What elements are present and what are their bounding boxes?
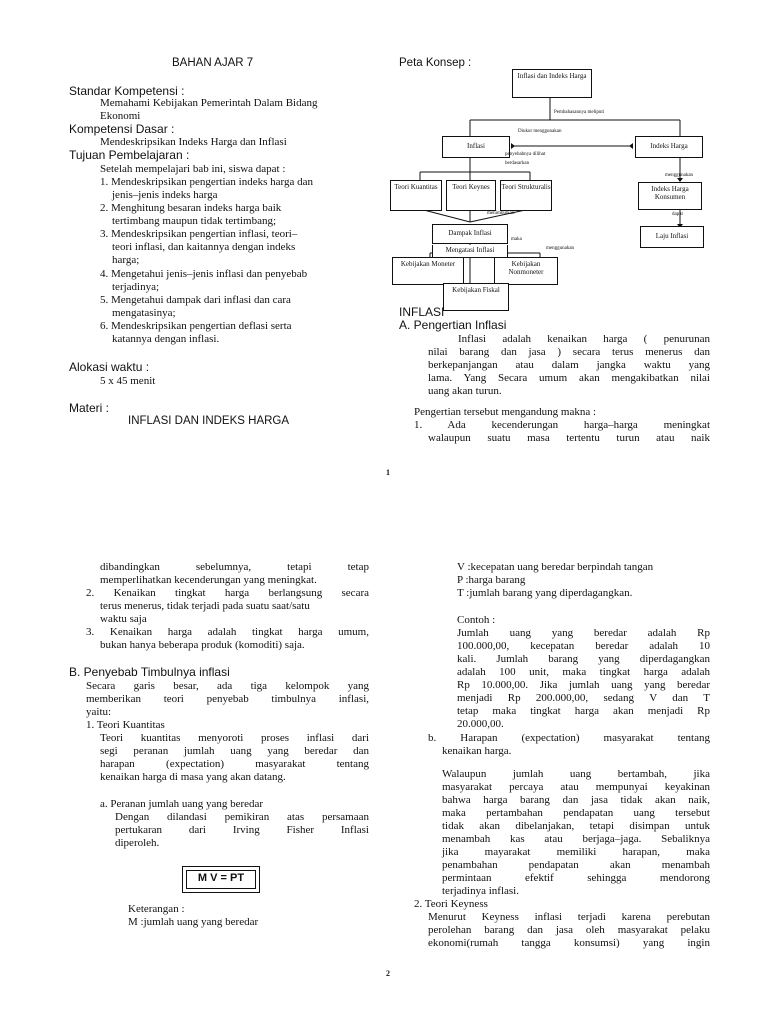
paragraph-line: menjadi Rp 200.000,00, sedang V dan T [457, 692, 710, 704]
keterangan-item: M :jumlah uang yang beredar [128, 916, 259, 928]
concept-node-kebijakan-fiskal: Kebijakan Fiskal [443, 283, 509, 311]
page-number: 2 [386, 969, 390, 978]
paragraph-line: bahwa harga barang dan jasa tidak akan naik, [442, 794, 710, 806]
paragraph-line: permintaan efektif sehingga mendorong [442, 872, 710, 884]
teori-kuantitas-heading: 1. Teori Kuantitas [86, 719, 165, 731]
concept-node-teori-kuantitas: Teori Kuantitas [390, 180, 442, 211]
subsection-a-heading: a. Peranan jumlah uang yang beredar [100, 798, 264, 810]
subsection-b-heading: kenaikan harga. [442, 745, 512, 757]
concept-label: menimbulkan [487, 211, 515, 216]
paragraph-line: masyarakat percaya atau mempunyai keyakinan [442, 781, 710, 793]
concept-label: menggunakan [546, 246, 575, 251]
paragraph-line: uang akan turun. [428, 385, 502, 397]
kompetensi-dasar-heading: Kompetensi Dasar : [69, 122, 175, 136]
paragraph-line: kali. Jumlah barang yang diperdagangkan [457, 653, 710, 665]
formula-text: M V = PT [186, 870, 256, 889]
paragraph-line: maka pertambahan pendapatan uang tersebut [442, 807, 710, 819]
paragraph-line: terjadinya inflasi. [442, 885, 519, 897]
goal-item: 3. Mendeskripsikan pengertian inflasi, teori– [100, 228, 298, 240]
concept-label: penyebabnya dilihat [505, 152, 546, 157]
teori-keyness-heading: 2. Teori Keyness [414, 898, 488, 910]
concept-label: menggunakan [665, 173, 694, 178]
paragraph-line: lama. Yang Secara umum akan mengakibatkan nilai [428, 372, 710, 384]
materi-heading: Materi : [69, 401, 110, 415]
paragraph-line: dibandingkan sebelumnya, tetapi tetap [100, 561, 369, 573]
list-item: bukan hanya beberapa produk (komoditi) saja. [100, 639, 305, 651]
concept-node-indeks-harga: Indeks Harga [635, 136, 703, 158]
goal-item: teori inflasi, dan kaitannya dengan indeks [112, 241, 296, 253]
list-item: 2. Kenaikan tingkat harga berlangsung secara [86, 587, 369, 599]
alokasi-waktu-heading: Alokasi waktu : [69, 360, 150, 374]
paragraph-line: jika mayarakat memiliki harapan, maka [442, 846, 710, 858]
tujuan-intro: Setelah mempelajari bab ini, siswa dapat : [100, 163, 286, 175]
paragraph-line: Menurut Keyness inflasi terjadi karena perebutan [428, 911, 710, 923]
concept-node-teori-strukturalis: Teori Strukturalis [500, 180, 552, 211]
concept-map-connectors [0, 0, 768, 320]
keterangan-item: T :jumlah barang yang diperdagangkan. [457, 587, 633, 599]
keterangan-item: V :kecepatan uang beredar berpindah tangan [457, 561, 654, 573]
inflasi-heading: INFLASI [399, 305, 445, 319]
paragraph-line: Inflasi adalah kenaikan harga ( penurunan [458, 333, 710, 345]
list-item: 1. Ada kecenderungan harga–harga meningkat [414, 419, 710, 431]
keterangan-item: P :harga barang [457, 574, 526, 586]
peta-konsep-heading: Peta Konsep : [399, 57, 472, 69]
formula-box [182, 866, 260, 893]
standar-kompetensi-text: Memahami Kebijakan Pemerintah Dalam Bidang [100, 97, 318, 109]
paragraph-line: Jumlah uang yang beredar adalah Rp [457, 627, 710, 639]
goal-item: 2. Menghitung besaran indeks harga baik [100, 202, 282, 214]
paragraph-line: 100.000,00, kecepatan beredar adalah 10 [457, 640, 710, 652]
paragraph-line: yaitu: [86, 706, 112, 718]
paragraph-line: Secara garis besar, ada tiga kelompok yang [86, 680, 369, 692]
goal-item: 4. Mengetahui jenis–jenis inflasi dan penyebab [100, 268, 308, 280]
list-item: terus menerus, tidak terjadi pada suatu saat/satu [100, 600, 310, 612]
paragraph-line: memberikan teori penyebab timbulnya inflasi, [86, 693, 369, 705]
page-title: BAHAN AJAR 7 [172, 57, 254, 69]
concept-label: dapat [672, 212, 683, 217]
standar-kompetensi-text: Ekonomi [100, 110, 141, 122]
paragraph-line: berkepanjangan atau dalam jangka waktu yang [428, 359, 710, 371]
paragraph-line: Rp 10.000,00. Jika jumlah uang yang beredar [457, 679, 710, 691]
goal-item: mengatasinya; [112, 307, 176, 319]
paragraph-line: pertukaran dari Irving Fisher Inflasi [115, 824, 369, 836]
goal-item: 5. Mengetahui dampak dari inflasi dan cara [100, 294, 291, 306]
makna-heading: Pengertian tersebut mengandung makna : [414, 406, 597, 418]
goal-item: terjadinya; [112, 281, 160, 293]
goal-item: harga; [112, 254, 140, 266]
paragraph-line: menambah kas atau berjaga–jaga. Sebaliknya [442, 833, 710, 845]
goal-item: katannya dengan inflasi. [112, 333, 220, 345]
goal-item: jenis–jenis indeks harga [112, 189, 218, 201]
concept-label: Diukur menggunakan [518, 129, 562, 134]
goal-item: 6. Mendeskripsikan pengertian deflasi serta [100, 320, 292, 332]
concept-label: berdasarkan [505, 161, 530, 166]
paragraph-line: penambahan pendapatan akan menambah [442, 859, 710, 871]
paragraph-line: adalah 100 unit, maka tingkat harga adalah [457, 666, 710, 678]
concept-root-node: Inflasi dan Indeks Harga [512, 69, 592, 98]
concept-node-inflasi: Inflasi [442, 136, 510, 158]
concept-node-dampak-inflasi: Dampak Inflasi [432, 224, 508, 244]
paragraph-line: Dengan dilandasi pemikiran atas persamaan [115, 811, 369, 823]
paragraph-line: nilai barang dan jasa ) secara terus menerus dan [428, 346, 710, 358]
paragraph-line: harapan (expectation) masyarakat tentang [100, 758, 369, 770]
paragraph-line: Walaupun jumlah uang bertambah, jika [442, 768, 710, 780]
alokasi-waktu-value: 5 x 45 menit [100, 375, 156, 387]
standar-kompetensi-heading: Standar Kompetensi : [69, 84, 185, 98]
paragraph-line: diperoleh. [115, 837, 160, 849]
list-item: waktu saja [100, 613, 147, 625]
goal-item: 1. Mendeskripsikan pengertian indeks harga dan [100, 176, 314, 188]
paragraph-line: Teori kuantitas menyoroti proses inflasi dari [100, 732, 369, 744]
paragraph-line: ekonomi(rumah tangga konsumsi) yang ingin [428, 937, 710, 949]
page-number: 1 [386, 468, 390, 477]
paragraph-line: tidak akan dibelanjakan, tetapi disimpan untuk [442, 820, 710, 832]
goal-item: tertimbang maupun tidak tertimbang; [112, 215, 277, 227]
concept-node-mengatasi-inflasi: Mengatasi Inflasi [432, 245, 508, 258]
paragraph-line: perolehan barang dan jasa oleh masyarakat pelaku [428, 924, 710, 936]
concept-node-ikk: Indeks Harga Konsumen [638, 182, 702, 210]
keterangan-heading: Keterangan : [128, 903, 185, 915]
section-b-heading: B. Penyebab Timbulnya inflasi [69, 665, 230, 679]
list-item: walaupun suatu masa tertentu turun atau naik [428, 432, 710, 444]
paragraph-line: segi peranan jumlah uang yang beredar dan [100, 745, 369, 757]
tujuan-pembelajaran-heading: Tujuan Pembelajaran : [69, 148, 190, 162]
kompetensi-dasar-text: Mendeskripsikan Indeks Harga dan Inflasi [100, 136, 287, 148]
subsection-b-heading: b. Harapan (expectation) masyarakat tentang [428, 732, 710, 744]
materi-title: INFLASI DAN INDEKS HARGA [128, 415, 290, 427]
paragraph-line: kenaikan harga di masa yang akan datang. [100, 771, 286, 783]
concept-node-kebijakan-nonmoneter: Kebijakan Nonmoneter [494, 257, 558, 285]
concept-node-teori-keynes: Teori Keynes [446, 180, 496, 211]
concept-label: maka [511, 237, 522, 242]
paragraph-line: 20.000,00. [457, 718, 504, 730]
list-item: 3. Kenaikan harga adalah tingkat harga umum, [86, 626, 369, 638]
concept-node-laju-inflasi: Laju Inflasi [640, 226, 704, 248]
paragraph-line: memperlihatkan kecenderungan yang meningkat. [100, 574, 317, 586]
section-a-heading: A. Pengertian Inflasi [399, 318, 507, 332]
concept-node-kebijakan-moneter: Kebijakan Moneter [392, 257, 464, 285]
paragraph-line: tetap maka tingkat harga akan menjadi Rp [457, 705, 710, 717]
contoh-heading: Contoh : [457, 614, 496, 626]
concept-label: Pembahasannya meliputi [554, 110, 605, 115]
